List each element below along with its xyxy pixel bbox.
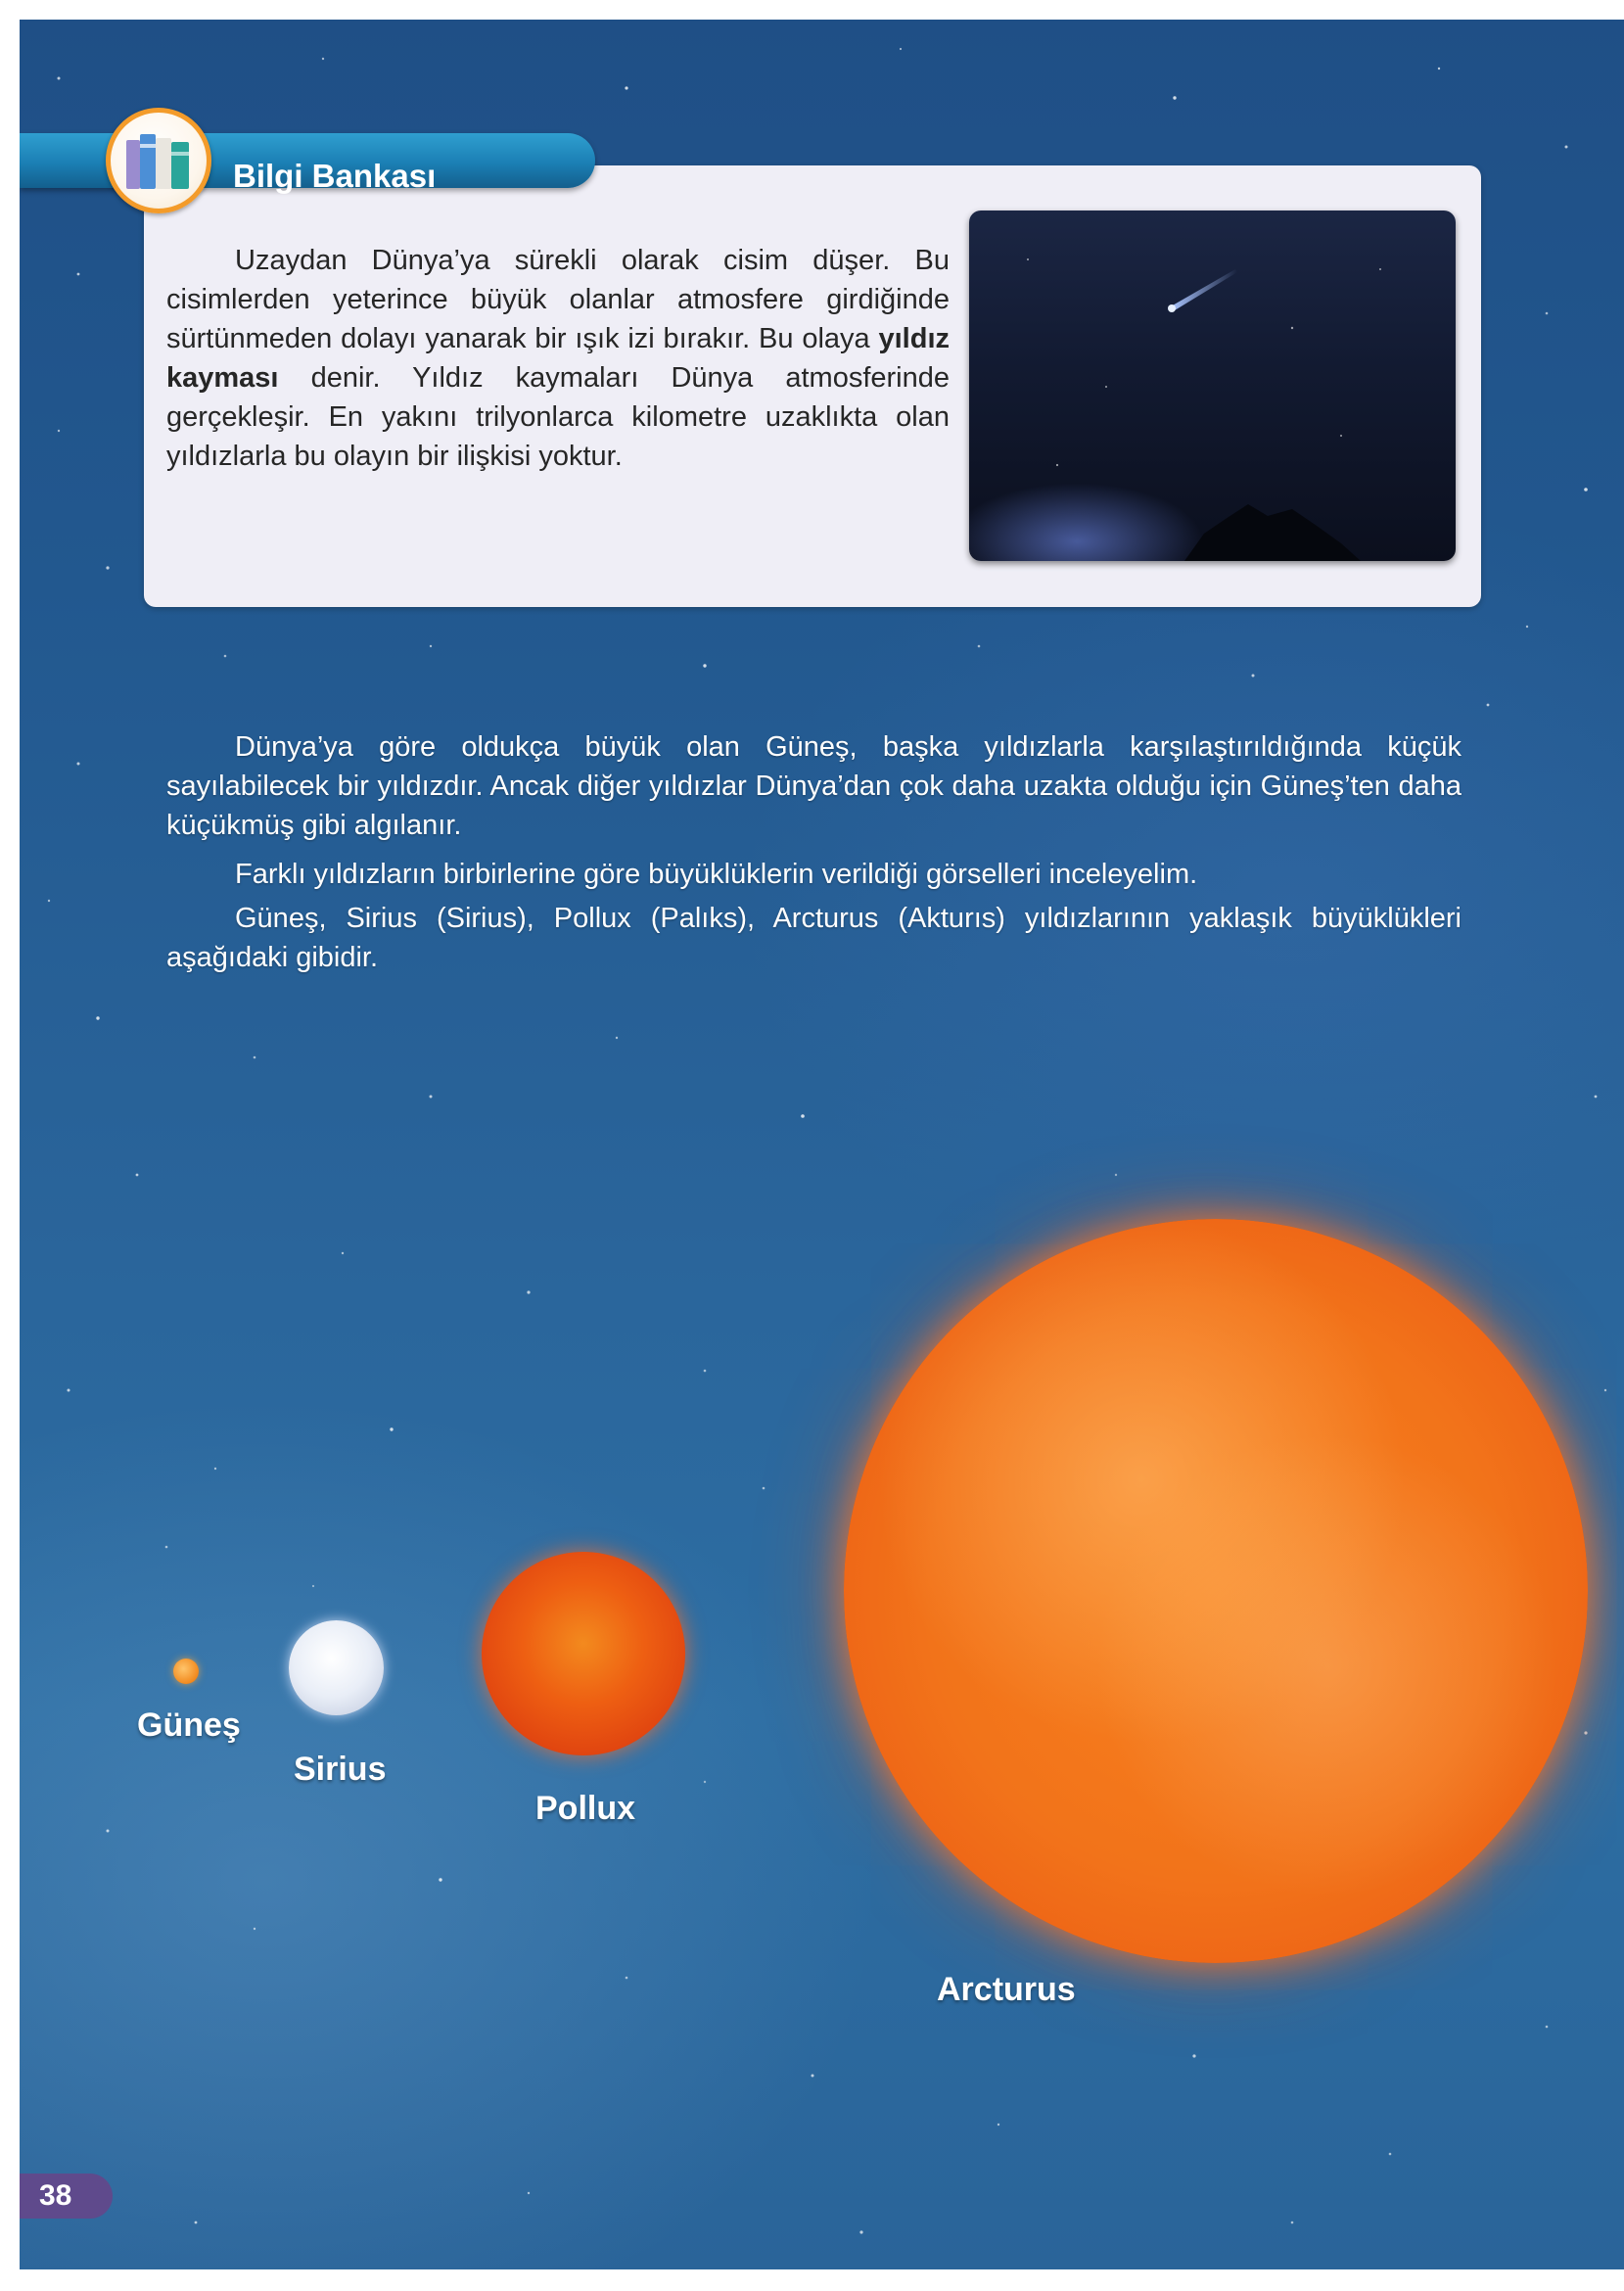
- paragraph-2: Farklı yıldızların birbirlerine göre büyüklüklerin verildiği görselleri inceleyelim.: [235, 859, 1198, 890]
- star-label-pollux: Pollux: [535, 1790, 636, 1827]
- star-label-gunes: Güneş: [137, 1707, 241, 1744]
- paragraph-3: Güneş, Sirius (Sirius), Pollux (Palıks), Arcturus (Akturıs) yıldızlarının yaklaşık büyüklükleri aşağıdaki gibidir.: [166, 903, 1462, 973]
- textbook-page: [20, 20, 1624, 2269]
- star-pollux: [482, 1552, 685, 1755]
- info-text-part-2: denir. Yıldız kaymaları Dünya atmosferinde gerçekleşir. En yakını trilyonlarca kilometre uzaklıkta olan yıldızlarla bu olayın bir ilişkisi yoktur.: [166, 362, 950, 472]
- info-text-part-1: Uzaydan Dünya’ya sürekli olarak cisim düşer. Bu cisimlerden yeterince büyük olanlar atmosfere girdiğinde sürtünmeden dolayı yanarak bir ışık izi bırakır. Bu olaya: [166, 245, 950, 354]
- info-box-title: Bilgi Bankası: [233, 158, 437, 194]
- star-gunes: [173, 1659, 199, 1684]
- books-icon: [106, 108, 211, 213]
- info-box-text: [166, 241, 950, 476]
- star-arcturus: [844, 1219, 1588, 1963]
- page-number: 38: [20, 2174, 113, 2219]
- star-sirius: [289, 1620, 384, 1715]
- paragraph-1: Dünya’ya göre oldukça büyük olan Güneş, başka yıldızlarla karşılaştırıldığında küçük sayılabilecek bir yıldızdır. Ancak diğer yıldızlar Dünya’dan çok daha uzakta olduğu için Güneş’ten daha küçükmüş gibi algılanır.: [166, 731, 1462, 841]
- star-label-sirius: Sirius: [294, 1751, 387, 1788]
- star-label-arcturus: Arcturus: [937, 1971, 1076, 2008]
- info-bold-term: yıldız kayması: [166, 323, 950, 394]
- meteor-photo: [969, 210, 1456, 561]
